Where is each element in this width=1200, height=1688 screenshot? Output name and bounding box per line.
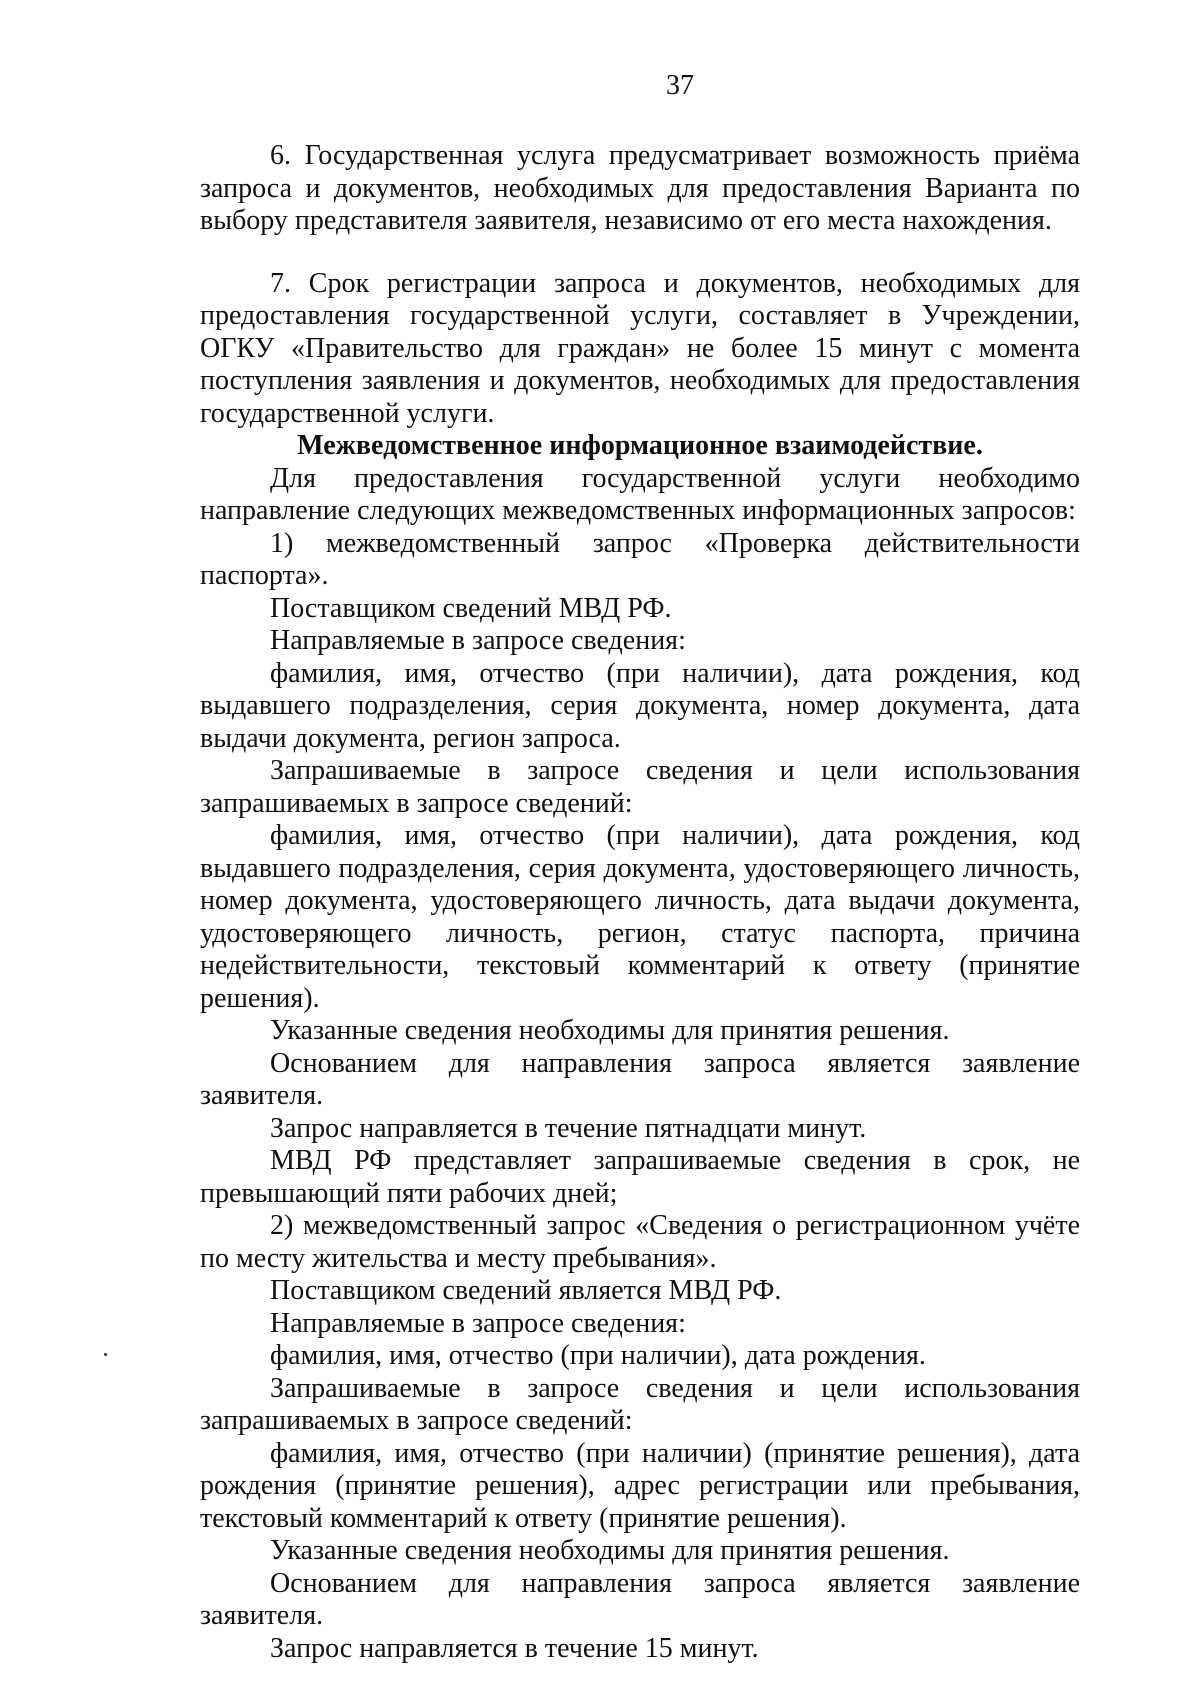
page-number: 37 (666, 70, 694, 101)
paragraph: Для предоставления государственной услуги необходимо направление следующих межведомственных информационных запросов: (200, 462, 1080, 526)
paragraph-item-7: 7. Срок регистрации запроса и документов, необходимых для предоставления государственной услуги, составляет в Учреждении, ОГКУ «Правительство для граждан» не более 15 минут с момента поступления заявления и документов, необходимых для предоставления государственной услуги. (200, 267, 1080, 429)
paragraph: Запрос направляется в течение пятнадцати минут. (270, 1112, 867, 1144)
paragraph: фамилия, имя, отчество (при наличии), дата рождения. (270, 1340, 926, 1371)
paragraph: Основанием для направления запроса является заявление заявителя. (200, 1047, 1080, 1111)
paragraph: Запрашиваемые в запросе сведения и цели использования запрашиваемых в запросе сведений: (200, 1372, 1080, 1436)
paragraph: Направляемые в запросе сведения: (270, 625, 686, 656)
paragraph: Запрос направляется в течение 15 минут. (270, 1632, 759, 1664)
paragraph: 2) межведомственный запрос «Сведения о регистрационном учёте по месту жительства и месту пребывания». (200, 1210, 1080, 1274)
section-heading: Межведомственное информационное взаимодействие. (297, 430, 983, 461)
paragraph: фамилия, имя, отчество (при наличии) (принятие решения), дата рождения (принятие решения), адрес регистрации или пребывания, текстовый комментарий к ответу (принятие решения). (200, 1437, 1080, 1534)
paragraph: фамилия, имя, отчество (при наличии), дата рождения, код выдавшего подразделения, серия документа, удостоверяющего личность, номер документа, удостоверяющего личность, дата выдачи документа, удостоверяющего личность, регион, статус паспорта, причина недействительности, текстовый комментарий к ответу (принятие решения). (200, 820, 1080, 1014)
paragraph: Поставщиком сведений является МВД РФ. (270, 1275, 782, 1306)
paragraph-item-6: 6. Государственная услуга предусматривает возможность приёма запроса и документов, необходимых для предоставления Варианта по выбору представителя заявителя, независимо от его места нахождения. (200, 140, 1080, 236)
paragraph: фамилия, имя, отчество (при наличии), дата рождения, код выдавшего подразделения, серия документа, номер документа, дата выдачи документа, регион запроса. (200, 657, 1080, 754)
scan-speck (104, 1353, 107, 1356)
paragraph: Направляемые в запросе сведения: (270, 1307, 686, 1339)
paragraph: МВД РФ представляет запрашиваемые сведения в срок, не превышающий пяти рабочих дней; (200, 1145, 1080, 1209)
paragraph: Запрашиваемые в запросе сведения и цели использования запрашиваемых в запросе сведений: (200, 755, 1080, 819)
paragraph: Поставщиком сведений МВД РФ. (270, 592, 672, 624)
paragraph: Указанные сведения необходимы для принятия решения. (270, 1535, 950, 1566)
paragraph: Основанием для направления запроса является заявление заявителя. (200, 1567, 1080, 1631)
document-body (200, 140, 1080, 1665)
paragraph: Указанные сведения необходимы для принятия решения. (270, 1015, 950, 1046)
paragraph: 1) межведомственный запрос «Проверка действительности паспорта». (200, 527, 1080, 591)
